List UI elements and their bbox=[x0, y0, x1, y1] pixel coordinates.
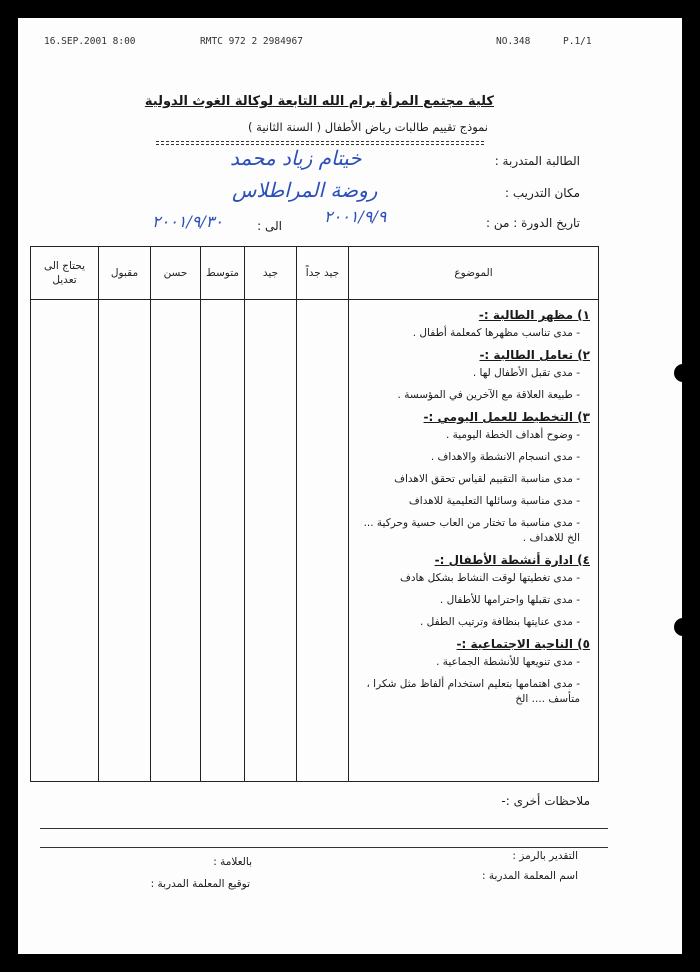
rating-cell-needs-revision[interactable] bbox=[31, 300, 99, 782]
criterion-item: - مدى تقبل الأطفال لها . bbox=[472, 367, 580, 379]
criterion-item: - مدى تقبلها واحترامها للأطفال . bbox=[439, 594, 580, 606]
criterion-item: - مدى تنويعها للأنشطة الجماعية . bbox=[436, 656, 580, 668]
notes-line bbox=[40, 847, 608, 848]
criterion-item: - مدى مناسبة وسائلها التعليمية للاهداف bbox=[408, 495, 580, 507]
college-title: كلية مجتمع المرأة برام الله التابعة لوكالة الغوث الدولية bbox=[144, 94, 494, 109]
notes-label: ملاحظات أخرى :- bbox=[501, 794, 590, 808]
section-title: ١) مظهر الطالبة :- bbox=[478, 308, 590, 322]
criterion-item: - مدى تناسب مظهرها كمعلمة أطفال . bbox=[412, 327, 580, 339]
place-name: روضة المراطلاس bbox=[232, 178, 378, 202]
grade-code-label: التقدير بالرمز : bbox=[512, 850, 578, 862]
rating-header-average: متوسط bbox=[201, 247, 245, 300]
rating-cell-average[interactable] bbox=[201, 300, 245, 782]
place-label: مكان التدريب : bbox=[504, 186, 580, 200]
criterion-item: - مدى اهتمامها بتعليم استخدام ألفاظ مثل شكرا ، متأسف .... الخ bbox=[366, 678, 580, 705]
rating-cell-fair[interactable] bbox=[151, 300, 201, 782]
punch-hole bbox=[674, 618, 682, 636]
table-header-row bbox=[31, 247, 599, 300]
evaluation-table bbox=[30, 246, 599, 782]
criterion-item: - مدى مناسبة التقييم لقياس تحقق الاهداف bbox=[394, 473, 580, 485]
date-to-label: الى : bbox=[257, 219, 282, 233]
fax-page-count: P.1/1 bbox=[563, 36, 592, 47]
rating-cell-good[interactable] bbox=[245, 300, 297, 782]
section-title: ٢) تعامل الطالبة :- bbox=[479, 348, 590, 362]
rating-header-acceptable: مقبول bbox=[99, 247, 151, 300]
criterion-item: - مدى عنايتها بنظافة وترتيب الطفل . bbox=[419, 616, 580, 628]
teacher-name-label: اسم المعلمة المدربة : bbox=[481, 870, 578, 882]
fax-datetime: 16.SEP.2001 8:00 bbox=[44, 36, 136, 47]
criterion-item: - مدى انسجام الانشطة والاهداف . bbox=[430, 451, 580, 463]
criterion-item: - مدى مناسبة ما تختار من العاب حسية وحركية ... الخ للاهداف . bbox=[363, 517, 580, 544]
criterion-item: - مدى تغطيتها لوقت النشاط بشكل هادف bbox=[400, 572, 580, 584]
notes-line bbox=[40, 828, 608, 829]
title-underline bbox=[156, 141, 484, 142]
section-title: ٥) الناحية الاجتماعية :- bbox=[456, 637, 590, 651]
section-title: ٤) ادارة أنشطة الأطفال :- bbox=[434, 553, 590, 567]
fax-sender: RMTC 972 2 2984967 bbox=[200, 36, 303, 47]
topic-cell bbox=[349, 300, 599, 782]
student-label: الطالبة المتدربة : bbox=[494, 154, 580, 168]
rating-header-good: جيد bbox=[245, 247, 297, 300]
punch-hole bbox=[674, 364, 682, 382]
topic-column-header: الموضوع bbox=[349, 247, 599, 300]
rating-header-very-good: جيد جداً bbox=[297, 247, 349, 300]
fax-number: NO.348 bbox=[496, 36, 531, 47]
rating-header-needs-revision: يحتاج الى تعديل bbox=[31, 247, 99, 300]
signature-label: توقيع المعلمة المدربة : bbox=[150, 878, 250, 890]
date-label: تاريخ الدورة : من : bbox=[486, 216, 580, 230]
criterion-item: - طبيعة العلاقة مع الآخرين في المؤسسة . bbox=[397, 389, 580, 401]
title-underline-2 bbox=[156, 144, 484, 145]
section-title: ٣) التخطيط للعمل اليومي :- bbox=[423, 410, 590, 424]
criterion-item: - وضوح أهداف الخطة اليومية . bbox=[445, 429, 580, 441]
rating-cell-acceptable[interactable] bbox=[99, 300, 151, 782]
form-title: نموذج تقييم طالبات رياض الأطفال ( السنة الثانية ) bbox=[248, 120, 488, 134]
table-body-row bbox=[31, 300, 599, 782]
rating-cell-very-good[interactable] bbox=[297, 300, 349, 782]
date-to: ٢٠٠١/٩/٣٠ bbox=[152, 212, 223, 231]
grade-label: بالعلامة : bbox=[213, 856, 252, 868]
rating-header-fair: حسن bbox=[151, 247, 201, 300]
date-from: ٢٠٠١/٩/٩ bbox=[324, 207, 387, 226]
student-name: خيتام زياد محمد bbox=[230, 146, 362, 170]
fax-page bbox=[18, 18, 682, 954]
